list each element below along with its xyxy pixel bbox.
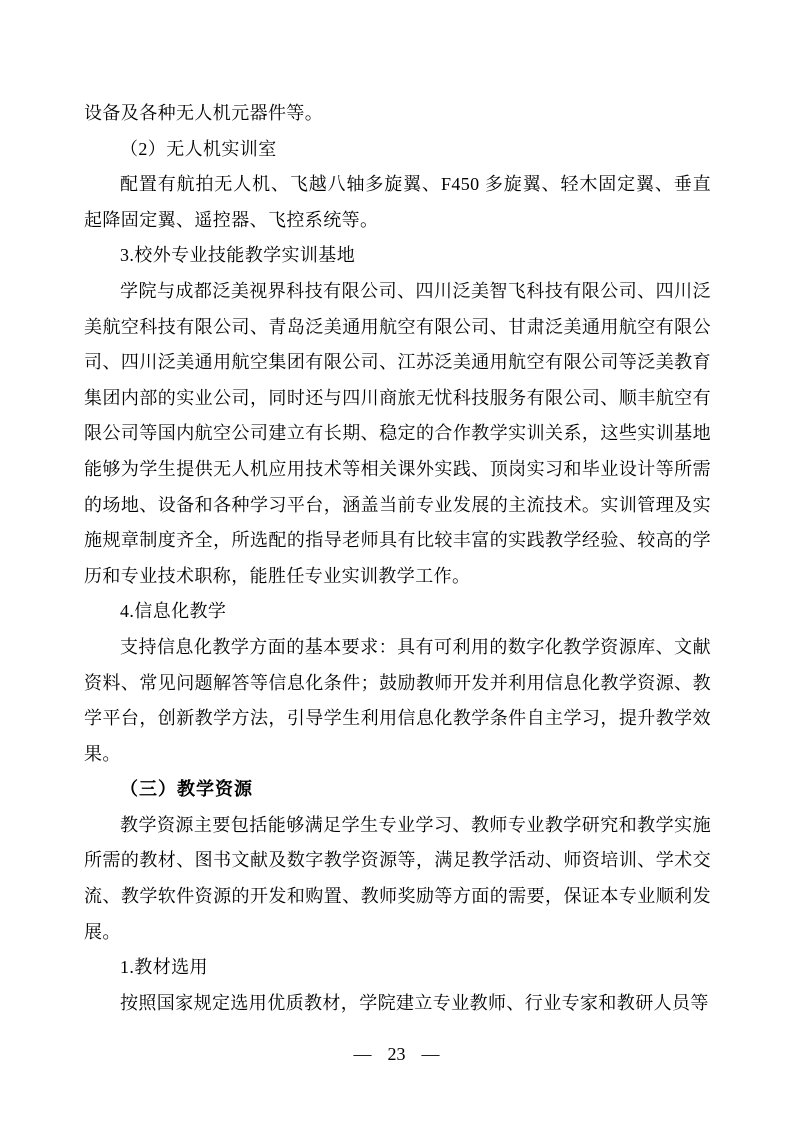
para-off-campus-training-bases: 学院与成都泛美视界科技有限公司、四川泛美智飞科技有限公司、四川泛美航空科技有限公司、青岛泛美通用航空有限公司、甘肃泛美通用航空有限公司、四川泛美通用航空集团有限公司、江苏泛美通用航空有限公司等泛美教育集团内部的实业公司，同时还与四川商旅无忧科技服务有限公司、顺丰航空有限公司等国内航空公司建立有长期、稳定的合作教学实训关系，这些实训基地能够为学生提供无人机应用技术等相关课外实践、顶岗实习和毕业设计等所需的场地、设备和各种学习平台，涵盖当前专业发展的主流技术。实训管理及实施规章制度齐全，所选配的指导老师具有比较丰富的实践教学经验、较高的学历和专业技术职称，能胜任专业实训教学工作。 <box>84 280 711 586</box>
para-uav-training-room-equipment: 配置有航拍无人机、飞越八轴多旋翼、F450 多旋翼、轻木固定翼、垂直起降固定翼、遥控器、飞控系统等。 <box>84 174 711 230</box>
para-textbook-selection: 按照国家规定选用优质教材，学院建立专业教师、行业专家和教研人员等 <box>120 992 709 1013</box>
para-teaching-resources-overview: 教学资源主要包括能够满足学生专业学习、教师专业教学研究和教学实施所需的教材、图书文献及数字教学资源等，满足教学活动、师资培训、学术交流、教学软件资源的开发和购置、教师奖励等方面的需要，保证本专业顺利发展。 <box>84 814 711 942</box>
page-footer <box>0 1042 793 1066</box>
heading-off-campus-training-bases: 3.校外专业技能教学实训基地 <box>120 245 356 266</box>
para-equipment-continuation: 设备及各种无人机元器件等。 <box>84 103 324 123</box>
page-number: 23 <box>387 1044 406 1064</box>
heading-informatization-teaching: 4.信息化教学 <box>120 601 227 622</box>
heading-textbook-selection: 1.教材选用 <box>120 957 208 978</box>
para-informatization-teaching: 支持信息化教学方面的基本要求：具有可利用的数字化教学资源库、文献资料、常见问题解答等信息化条件；鼓励教师开发并利用信息化教学资源、教学平台，创新教学方法，引导学生利用信息化教学条件自主学习，提升教学效果。 <box>84 636 711 764</box>
document-body <box>84 96 711 1021</box>
heading-teaching-resources: （三）教学资源 <box>120 779 253 800</box>
footer-right-dash: — <box>421 1044 440 1064</box>
heading-uav-training-room: （2）无人机实训室 <box>120 138 277 159</box>
footer-left-dash: — <box>353 1044 372 1064</box>
